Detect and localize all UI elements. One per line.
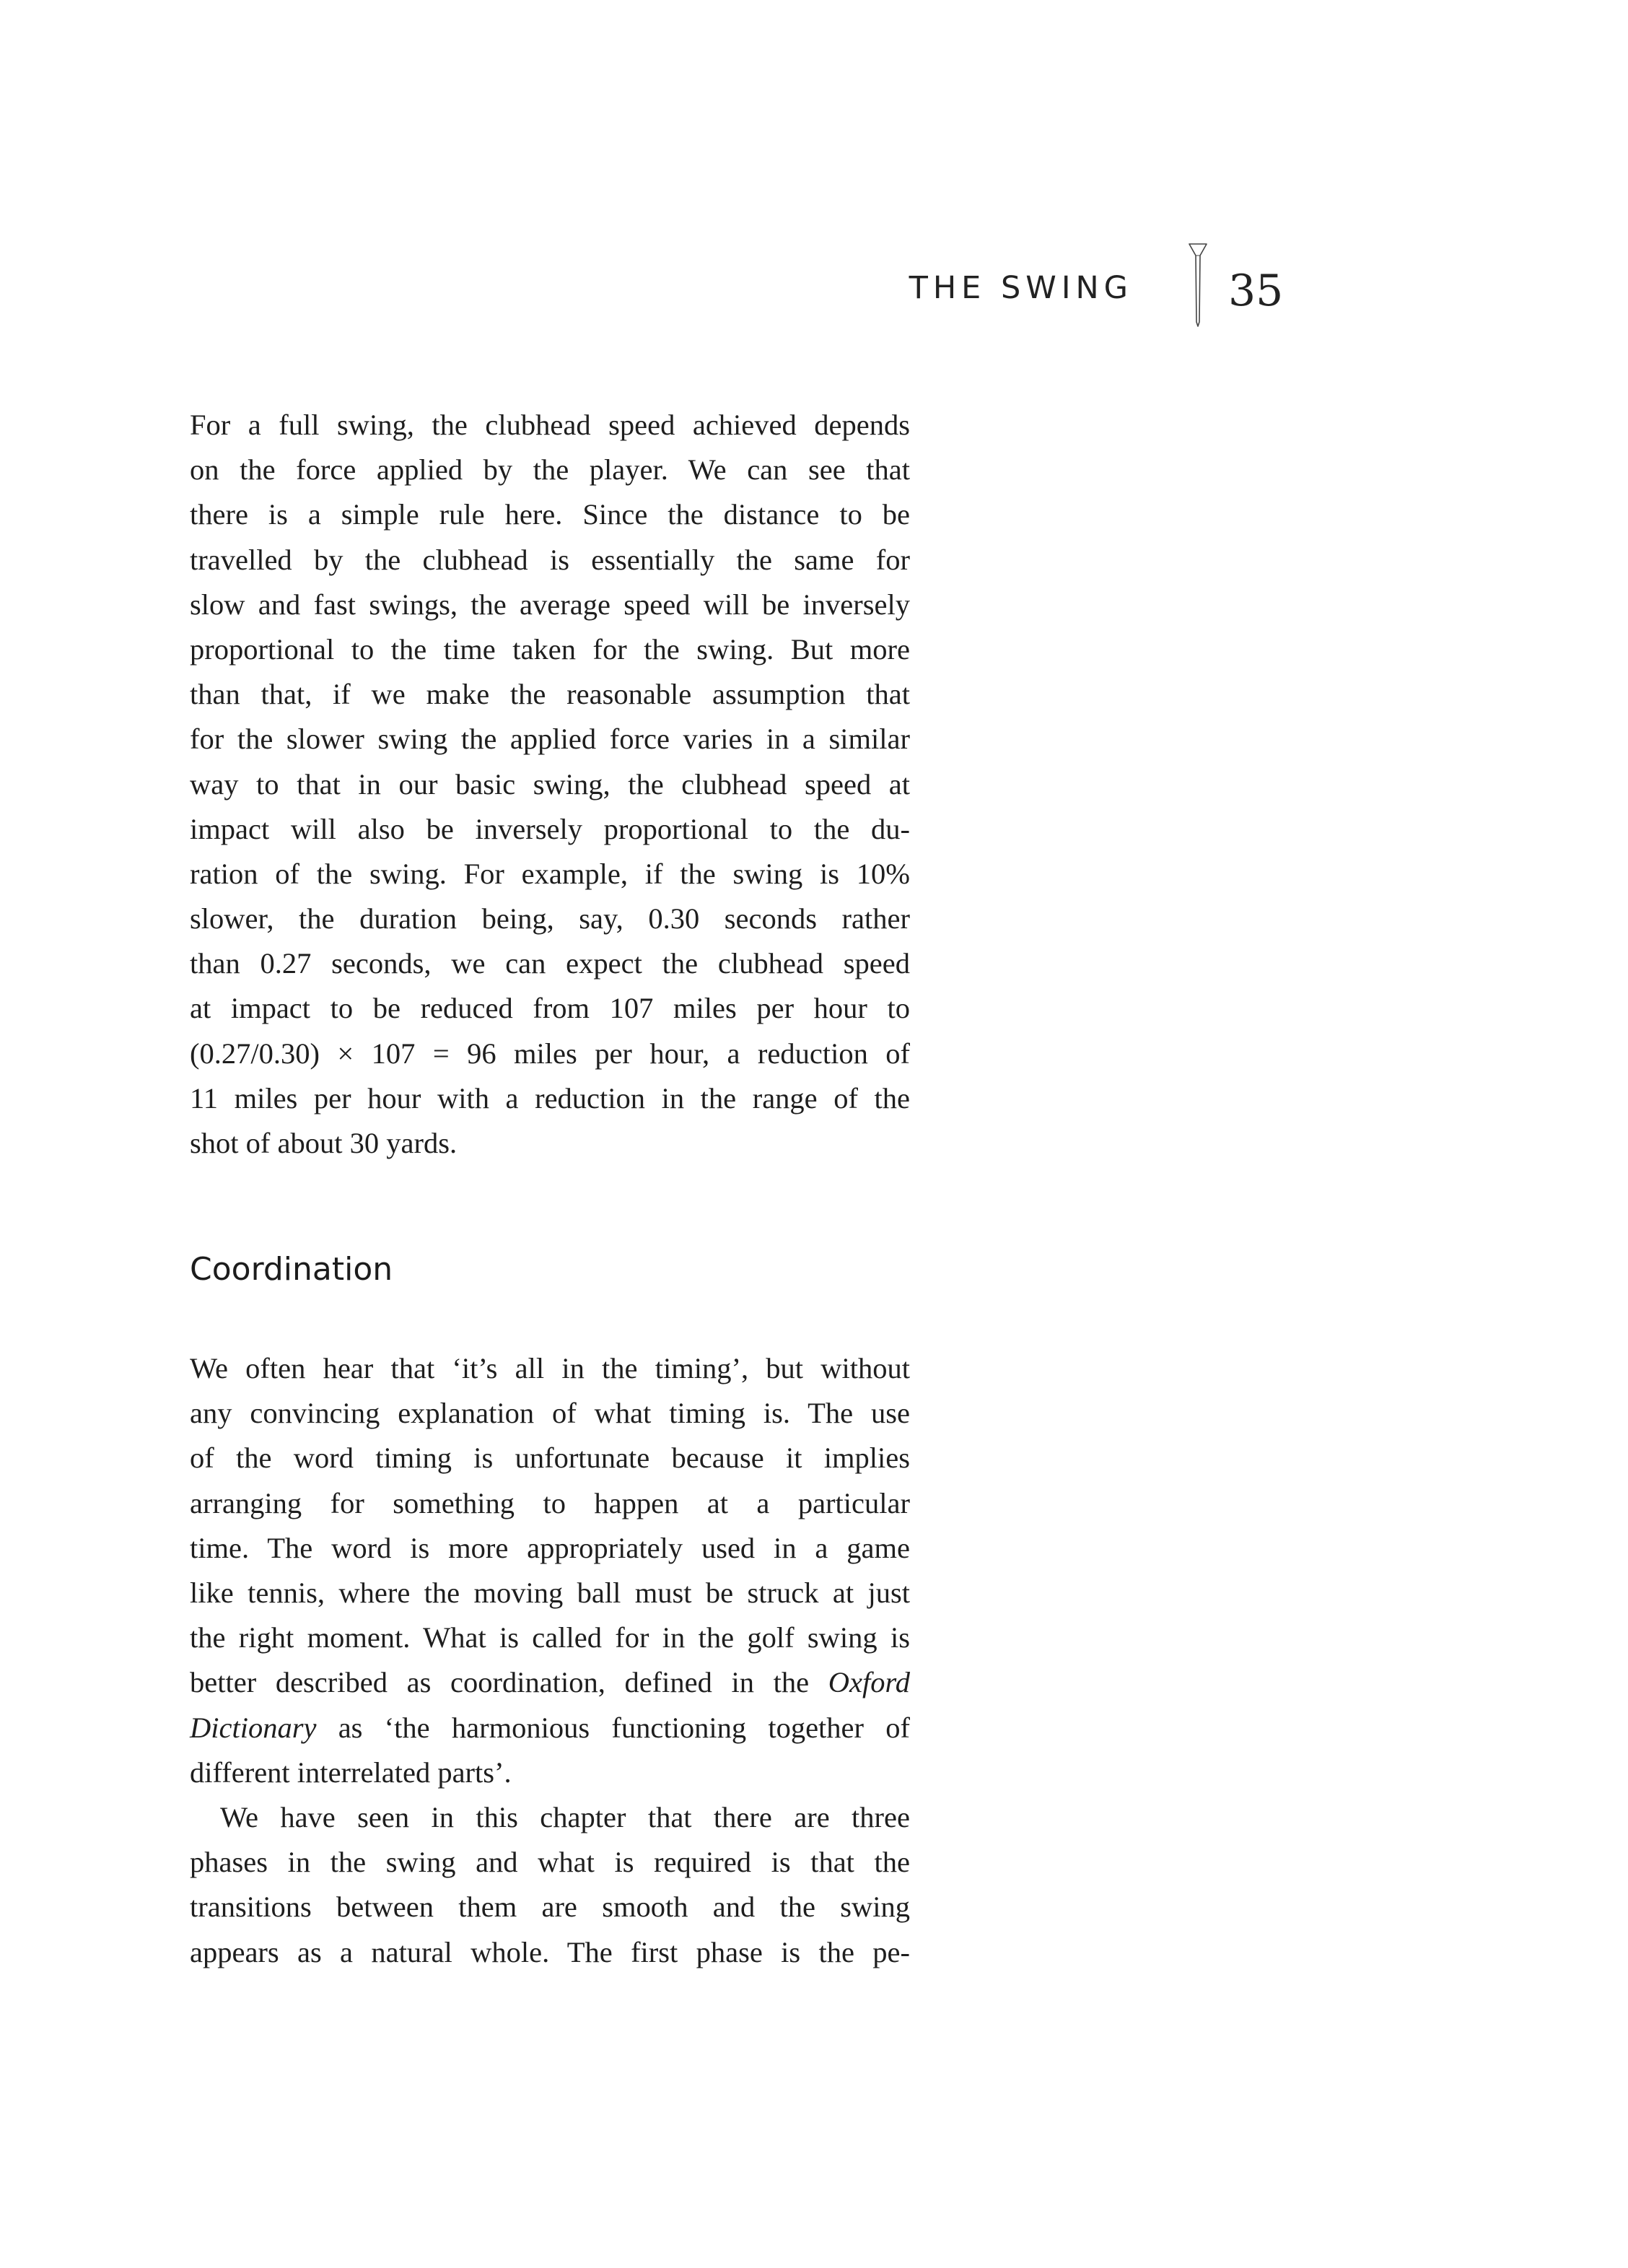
text-line: for the slower swing the applied force varies in a similar	[190, 723, 910, 756]
running-head	[909, 238, 1299, 332]
text-line: shot of about 30 yards.	[190, 1127, 458, 1159]
text-line: than that, if we make the reasonable assumption that	[190, 678, 910, 711]
text-line	[190, 1660, 910, 1705]
paragraph-clubhead-speed	[190, 403, 910, 1166]
text-line: ration of the swing. For example, if the swing is 10%	[190, 857, 910, 890]
text-line: slower, the duration being, say, 0.30 seconds rather	[190, 902, 910, 935]
text-line: phases in the swing and what is required is that the	[190, 1846, 910, 1879]
text-line: than 0.27 seconds, we can expect the clubhead speed	[190, 947, 910, 980]
text-line: way to that in our basic swing, the clubhead speed at	[190, 767, 910, 801]
text-line: on the force applied by the player. We can see that	[190, 453, 910, 487]
text-line: 11 miles per hour with a reduction in the range of the	[190, 1081, 910, 1115]
text-line: like tennis, where the moving ball must be struck at just	[190, 1576, 910, 1609]
oxford-italic: Oxford	[828, 1666, 910, 1699]
text-line: arranging for something to happen at a particular	[190, 1486, 910, 1519]
page-number: 35	[1228, 266, 1284, 316]
text-line: slow and fast swings, the average speed will be inversely	[190, 588, 910, 621]
text-line: impact will also be inversely proportional to the du-	[190, 812, 910, 845]
text-line: transitions between them are smooth and the swing	[190, 1890, 910, 1924]
text-line: travelled by the clubhead is essentially the same for	[190, 543, 910, 576]
text-line: different interrelated parts’.	[190, 1755, 512, 1789]
text-run: better described as coordination, defined in the	[190, 1666, 828, 1699]
text-line: of the word timing is unfortunate because it implies	[190, 1442, 910, 1475]
text-line: proportional to the time taken for the swing. But more	[190, 632, 910, 666]
text-line	[190, 1706, 910, 1750]
paragraph-phases	[190, 1795, 910, 1975]
text-line: For a full swing, the clubhead speed achieved depends	[190, 409, 910, 441]
running-title: THE SWING	[909, 270, 1133, 306]
text-run: as ‘the harmonious functioning together of	[316, 1711, 910, 1744]
golf-tee-icon	[1187, 241, 1209, 328]
text-line: there is a simple rule here. Since the distance to be	[190, 498, 910, 531]
text-line: We often hear that ‘it’s all in the timing’, but without	[190, 1352, 910, 1384]
text-line: time. The word is more appropriately used in a game	[190, 1531, 910, 1564]
dictionary-italic: Dictionary	[190, 1711, 317, 1744]
text-line: appears as a natural whole. The first phase is the pe-	[190, 1935, 910, 1968]
section-heading: Coordination	[190, 1251, 393, 1288]
text-line: We have seen in this chapter that there are three	[220, 1801, 910, 1833]
text-line: the right moment. What is called for in the golf swing is	[190, 1621, 910, 1654]
text-line: at impact to be reduced from 107 miles per hour to	[190, 992, 910, 1025]
text-line: (0.27/0.30) × 107 = 96 miles per hour, a reduction of	[190, 1037, 910, 1070]
paragraph-timing	[190, 1346, 910, 1795]
text-line: any convincing explanation of what timing is. The use	[190, 1397, 910, 1430]
